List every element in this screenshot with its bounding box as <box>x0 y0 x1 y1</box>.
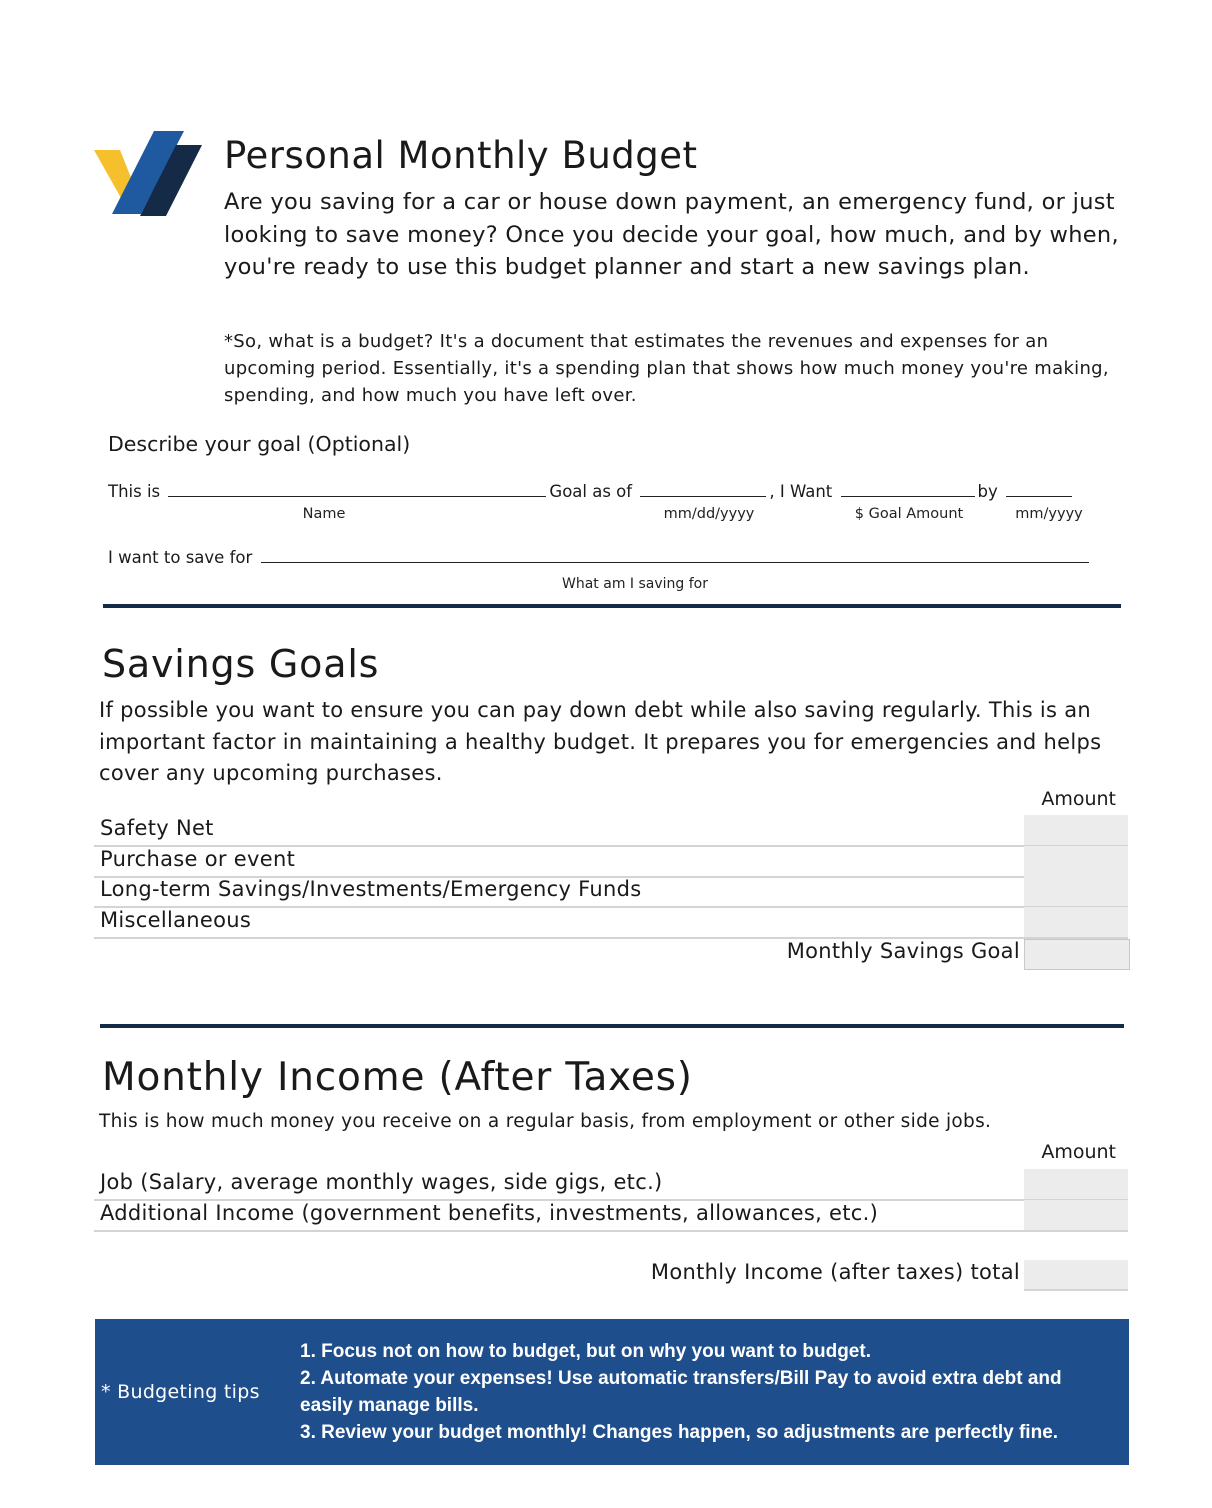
tip-item: 3. Review your budget monthly! Changes happen, so adjustments are perfectly fine. <box>300 1422 1059 1443</box>
goal-name-field[interactable] <box>168 480 546 497</box>
goal-date-field[interactable] <box>640 480 766 497</box>
savings-row <box>94 907 1128 939</box>
tip-item: 1. Focus not on how to budget, but on why you want to budget. <box>300 1341 871 1362</box>
income-amount-header: Amount <box>1041 1141 1116 1163</box>
caption-amount: $ Goal Amount <box>854 506 964 522</box>
tips-label: * Budgeting tips <box>101 1381 260 1403</box>
savings-row-label: Safety Net <box>100 816 214 840</box>
page-title: Personal Monthly Budget <box>224 134 698 177</box>
income-title: Monthly Income (After Taxes) <box>102 1055 693 1100</box>
savings-amount-cell[interactable] <box>1024 846 1128 876</box>
goal-amount-field[interactable] <box>841 480 975 497</box>
intro-text: Are you saving for a car or house down payment, an emergency fund, or just looking to save money? Once you decide your goal, how much, and by when, you're ready to use this budget planner and start a new savings plan. <box>224 189 1119 280</box>
goal-as-of-label: Goal as of <box>549 482 633 501</box>
income-row <box>94 1169 1128 1201</box>
savings-title: Savings Goals <box>102 642 380 686</box>
budget-definition-note: *So, what is a budget? It's a document that estimates the revenues and expenses for an upcoming period. Essentially, it's a spending plan that shows how much money you're making, spending, and how much you have left over. <box>224 331 1109 406</box>
savings-amount-cell[interactable] <box>1024 815 1128 845</box>
this-is-label: This is <box>108 482 161 501</box>
tips-list <box>300 1338 1100 1446</box>
savings-row <box>94 876 1128 908</box>
i-want-label: , I Want <box>769 482 833 501</box>
savings-row-label: Miscellaneous <box>100 908 252 932</box>
section-divider <box>103 604 1121 608</box>
income-total-label: Monthly Income (after taxes) total <box>650 1260 1020 1284</box>
caption-name: Name <box>302 506 346 522</box>
save-for-label: I want to save for <box>108 548 253 567</box>
caption-date: mm/dd/yyyy <box>663 506 755 522</box>
by-label: by <box>977 482 998 501</box>
savings-row <box>94 846 1128 878</box>
savings-row <box>94 815 1128 847</box>
savings-row-label: Purchase or event <box>100 847 296 871</box>
section-divider <box>100 1024 1124 1028</box>
income-amount-cell[interactable] <box>1024 1200 1128 1230</box>
caption-by-date: mm/yyyy <box>1015 506 1083 522</box>
brand-logo <box>94 128 206 218</box>
savings-total-cell[interactable] <box>1024 939 1130 970</box>
caption-save-for: What am I saving for <box>562 576 708 592</box>
income-amount-cell[interactable] <box>1024 1169 1128 1199</box>
goal-by-date-field[interactable] <box>1006 480 1072 497</box>
goal-heading: Describe your goal (Optional) <box>108 432 411 456</box>
tip-item: 2. Automate your expenses! Use automatic transfers/Bill Pay to avoid extra debt and easily manage bills. <box>300 1368 1062 1416</box>
savings-description: If possible you want to ensure you can pay down debt while also saving regularly. This is an important factor in maintaining a healthy budget. It prepares you for emergencies and helps cover any upcoming purchases. <box>99 698 1102 785</box>
savings-total-label: Monthly Savings Goal <box>786 939 1020 963</box>
income-total-cell[interactable] <box>1024 1260 1128 1291</box>
savings-amount-cell[interactable] <box>1024 876 1128 906</box>
savings-amount-cell[interactable] <box>1024 907 1128 937</box>
income-description: This is how much money you receive on a regular basis, from employment or other side jobs. <box>99 1111 992 1132</box>
savings-amount-header: Amount <box>1041 788 1116 810</box>
budgeting-tips-box <box>95 1319 1129 1465</box>
goal-line <box>108 480 1075 501</box>
income-row-label: Job (Salary, average monthly wages, side gigs, etc.) <box>100 1170 663 1194</box>
save-for-line <box>108 546 1092 567</box>
income-row <box>94 1200 1128 1232</box>
save-for-field[interactable] <box>261 546 1089 563</box>
savings-row-label: Long-term Savings/Investments/Emergency Funds <box>100 877 642 901</box>
income-row-label: Additional Income (government benefits, investments, allowances, etc.) <box>100 1201 879 1225</box>
